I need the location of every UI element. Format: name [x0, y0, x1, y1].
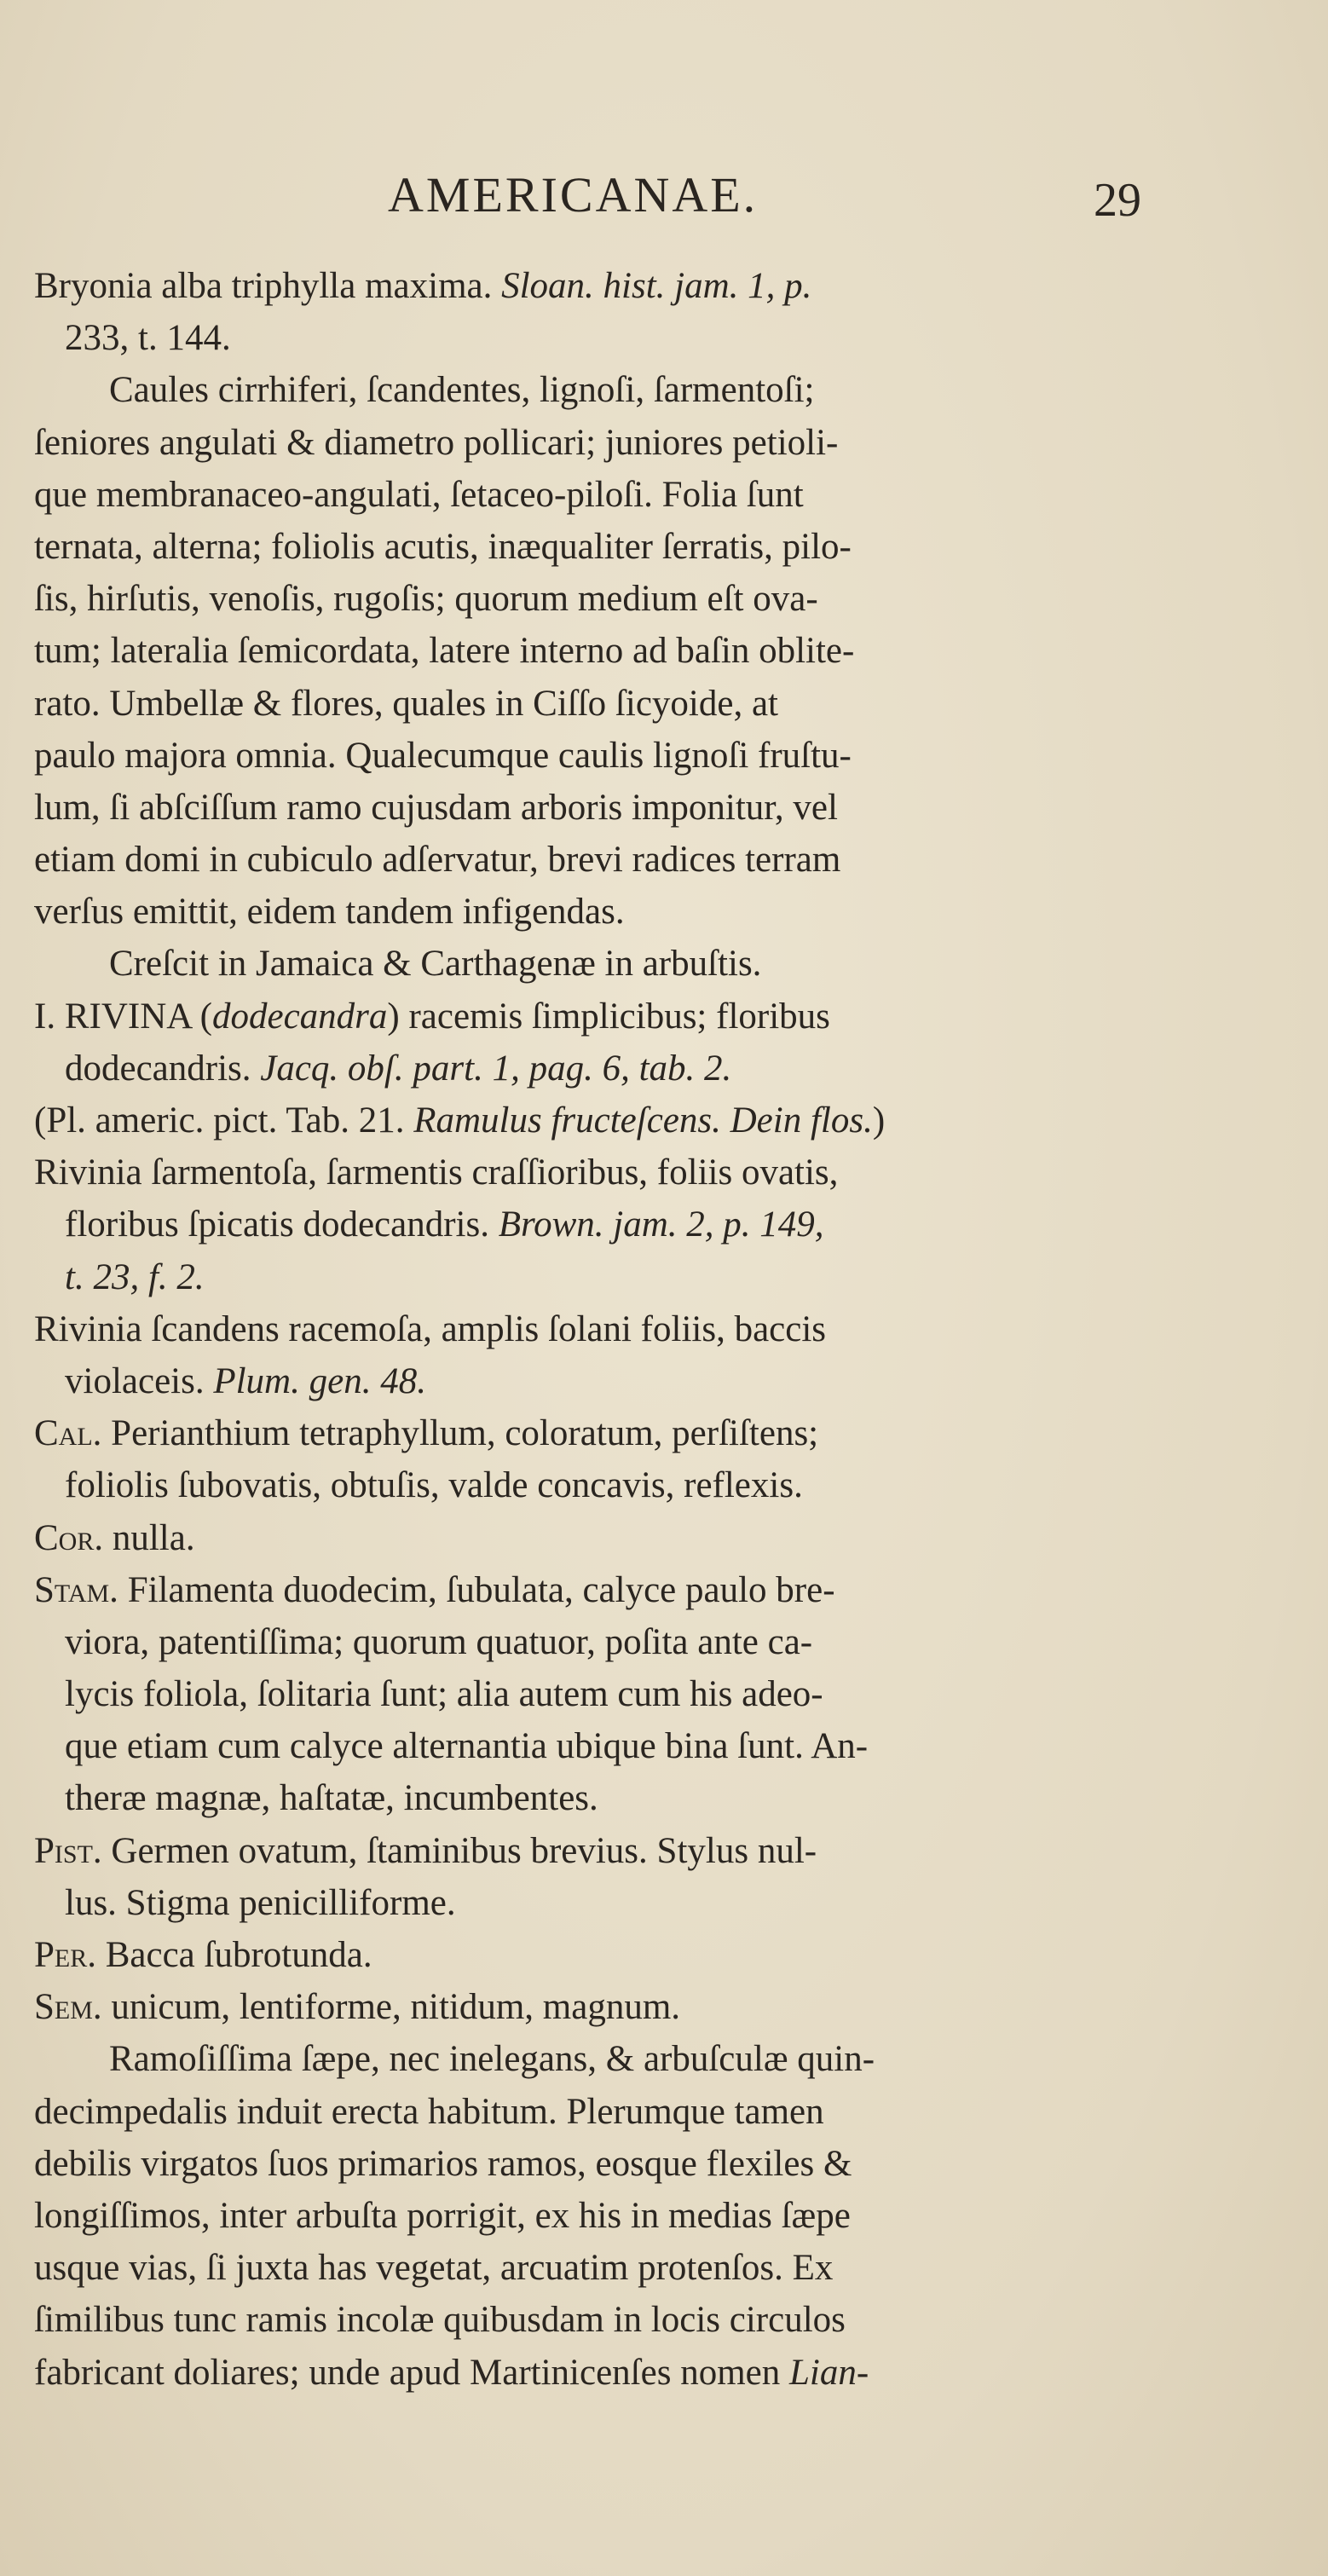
text-line: Creſcit in Jamaica & Carthagenæ in arbuſtis.	[109, 944, 762, 985]
text-line: Caules cirrhiferi, ſcandentes, lignoſi, ſarmentoſi;	[109, 370, 815, 411]
text-line: foliolis ſubovatis, obtuſis, valde concavis, reflexis.	[65, 1465, 803, 1506]
description-line: Cal. Perianthium tetraphyllum, coloratum, perſiſtens;	[34, 1413, 819, 1454]
text-line: longiſſimos, inter arbuſta porrigit, ex his in medias ſæpe	[34, 2195, 851, 2236]
text-line: lum, ſi abſciſſum ramo cujusdam arboris imponitur, vel	[34, 787, 838, 828]
text-line: que membranaceo-angulati, ſetaceo-piloſi. Folia ſunt	[34, 474, 804, 515]
text-line: Ramoſiſſima ſæpe, nec inelegans, & arbuſculæ quin-	[109, 2039, 875, 2080]
text-line: violaceis. Plum. gen. 48.	[65, 1360, 426, 1401]
text-line: rato. Umbellæ & flores, quales in Ciſſo ſicyoide, at	[34, 683, 778, 724]
text-line: (Pl. americ. pict. Tab. 21. Ramulus fructeſcens. Dein flos.)	[34, 1100, 886, 1141]
text-line: theræ magnæ, haſtatæ, incumbentes.	[65, 1778, 598, 1819]
page-header	[0, 166, 1328, 234]
text-line: ſis, hirſutis, venoſis, rugoſis; quorum medium eſt ova-	[34, 579, 818, 620]
text-line: decimpedalis induit erecta habitum. Plerumque tamen	[34, 2091, 824, 2132]
text-line: verſus emittit, eidem tandem infigendas.	[34, 892, 625, 933]
text-line: debilis virgatos ſuos primarios ramos, eosque flexiles &	[34, 2143, 852, 2184]
text-line: 233, t. 144.	[65, 318, 231, 359]
text-line: t. 23, f. 2.	[65, 1256, 205, 1297]
text-line: lycis foliola, ſolitaria ſunt; alia autem cum his adeo-	[65, 1674, 823, 1715]
description-line: Per. Bacca ſubrotunda.	[34, 1935, 372, 1975]
description-line: Stam. Filamenta duodecim, ſubulata, calyce paulo bre-	[34, 1569, 835, 1610]
text-line: que etiam cum calyce alternantia ubique bina ſunt. An-	[65, 1726, 869, 1767]
text-line: viora, patentiſſima; quorum quatuor, poſita ante ca-	[65, 1621, 813, 1662]
text-line: dodecandris. Jacq. obſ. part. 1, pag. 6, tab. 2.	[65, 1048, 732, 1089]
text-line: ternata, alterna; foliolis acutis, inæqualiter ſerratis, pilo-	[34, 526, 852, 567]
text-line: usque vias, ſi juxta has vegetat, arcuatim protenſos. Ex	[34, 2248, 834, 2289]
text-line: Rivinia ſarmentoſa, ſarmentis craſſioribus, foliis ovatis,	[34, 1152, 839, 1193]
body-text	[34, 260, 1168, 2399]
description-line: Cor. nulla.	[34, 1517, 195, 1558]
text-line: lus. Stigma penicilliforme.	[65, 1882, 456, 1923]
text-line: Bryonia alba triphylla maxima. Sloan. hist. jam. 1, p.	[34, 266, 812, 306]
description-line: Pist. Germen ovatum, ſtaminibus brevius. Stylus nul-	[34, 1830, 817, 1871]
species-heading: I. RIVINA (dodecandra) racemis ſimplicibus; floribus	[34, 996, 830, 1037]
text-line: etiam domi in cubiculo adſervatur, brevi radices terram	[34, 840, 841, 881]
text-line: tum; lateralia ſemicordata, latere interno ad baſin oblite-	[34, 631, 855, 672]
text-line: floribus ſpicatis dodecandris. Brown. jam. 2, p. 149,	[65, 1204, 824, 1245]
text-line: paulo majora omnia. Qualecumque caulis lignoſi fruſtu-	[34, 735, 852, 776]
text-line: Rivinia ſcandens racemoſa, amplis ſolani foliis, baccis	[34, 1308, 827, 1349]
text-line: ſimilibus tunc ramis incolæ quibusdam in locis circulos	[34, 2300, 846, 2341]
running-title: AMERICANAE.	[388, 167, 759, 222]
description-line: Sem. unicum, lentiforme, nitidum, magnum.	[34, 1987, 681, 2028]
text-line: fabricant doliares; unde apud Martinicenſes nomen Lian-	[34, 2352, 869, 2393]
text-line: ſeniores angulati & diametro pollicari; juniores petioli-	[34, 422, 839, 463]
page-number: 29	[1094, 174, 1141, 227]
